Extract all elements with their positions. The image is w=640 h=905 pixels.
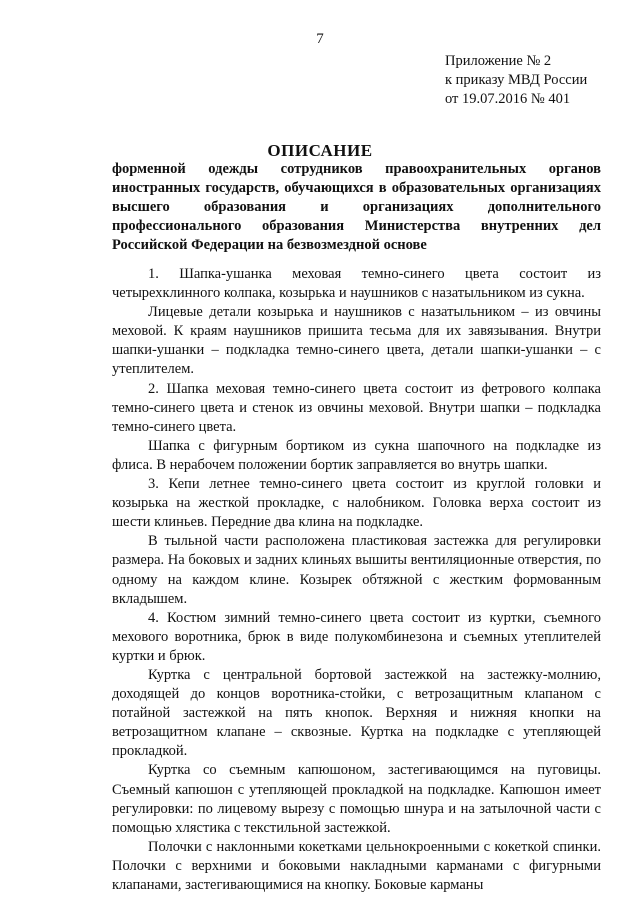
document-subtitle: форменной одежды сотрудников правоохранительных органов иностранных государств, обучающихся в образовательных организациях высшего образования и организациях дополнительного профессионального образования Министерства внутренних дел Российской Федерации на безвозмездной основе: [112, 161, 601, 253]
paragraph: Куртка с центральной бортовой застежкой на застежку-молнию, доходящей до концов воротника-стойки, с ветрозащитным клапаном с потайной застежкой на пять кнопок. Верхняя и нижняя кнопки на ветрозащитном клапане – сквозные. Куртка на подкладке с утепляющей прокладкой.: [112, 666, 601, 760]
document-title: ОПИСАНИЕ: [267, 141, 373, 160]
paragraph: 2. Шапка меховая темно-синего цвета состоит из фетрового колпака темно-синего цвета и стенок из овчины меховой. Внутри шапки – подкладка темно-синего цвета.: [112, 380, 601, 435]
appendix-line-3: от 19.07.2016 № 401: [445, 91, 571, 107]
appendix-header: [445, 52, 587, 109]
paragraph: Лицевые детали козырька и наушников с назатыльником – из овчины меховой. К краям наушников пришита тесьма для их завязывания. Внутри шапки-ушанки – подкладка темно-синего цвета, детали шапки-ушанки – с утеплителем.: [112, 304, 601, 378]
paragraph: 1. Шапка-ушанка меховая темно-синего цвета состоит из четырехклинного колпака, козырька и наушников с назатыльником из сукна.: [112, 266, 601, 302]
appendix-line-1: Приложение № 2: [445, 53, 552, 69]
paragraph: 3. Кепи летнее темно-синего цвета состоит из круглой головки и козырька на жесткой прокладке, с налобником. Головка верха состоит из шести клиньев. Передние два клина на подкладке.: [112, 476, 601, 531]
paragraph: Шапка с фигурным бортиком из сукна шапочного на подкладке из флиса. В нерабочем положении бортик заправляется во внутрь шапки.: [112, 437, 601, 473]
appendix-line-2: к приказу МВД России: [445, 72, 588, 88]
paragraph: Полочки с наклонными кокетками цельнокроенными с кокеткой спинки. Полочки с верхними и боковыми накладными карманами с фигурными клапанами, застегивающимися на кнопку. Боковые карманы: [112, 838, 601, 893]
document-body: [112, 265, 601, 895]
page-number: 7: [316, 31, 324, 47]
paragraph: В тыльной части расположена пластиковая застежка для регулировки размера. На боковых и задних клиньях вышиты вентиляционные отверстия, по одному на каждом клине. Козырек обтяжной с жестким формованным вкладышем.: [112, 533, 601, 607]
paragraph: 4. Костюм зимний темно-синего цвета состоит из куртки, съемного мехового воротника, брюк в виде полукомбинезона и съемных утеплителей куртки и брюк.: [112, 609, 601, 664]
paragraph: Куртка со съемным капюшоном, застегивающимся на пуговицы. Съемный капюшон с утепляющей прокладкой на подкладке. Капюшон имеет регулировки: по лицевому вырезу с помощью шнура и на затылочной части с помощью хлястика с текстильной застежкой.: [112, 762, 601, 836]
